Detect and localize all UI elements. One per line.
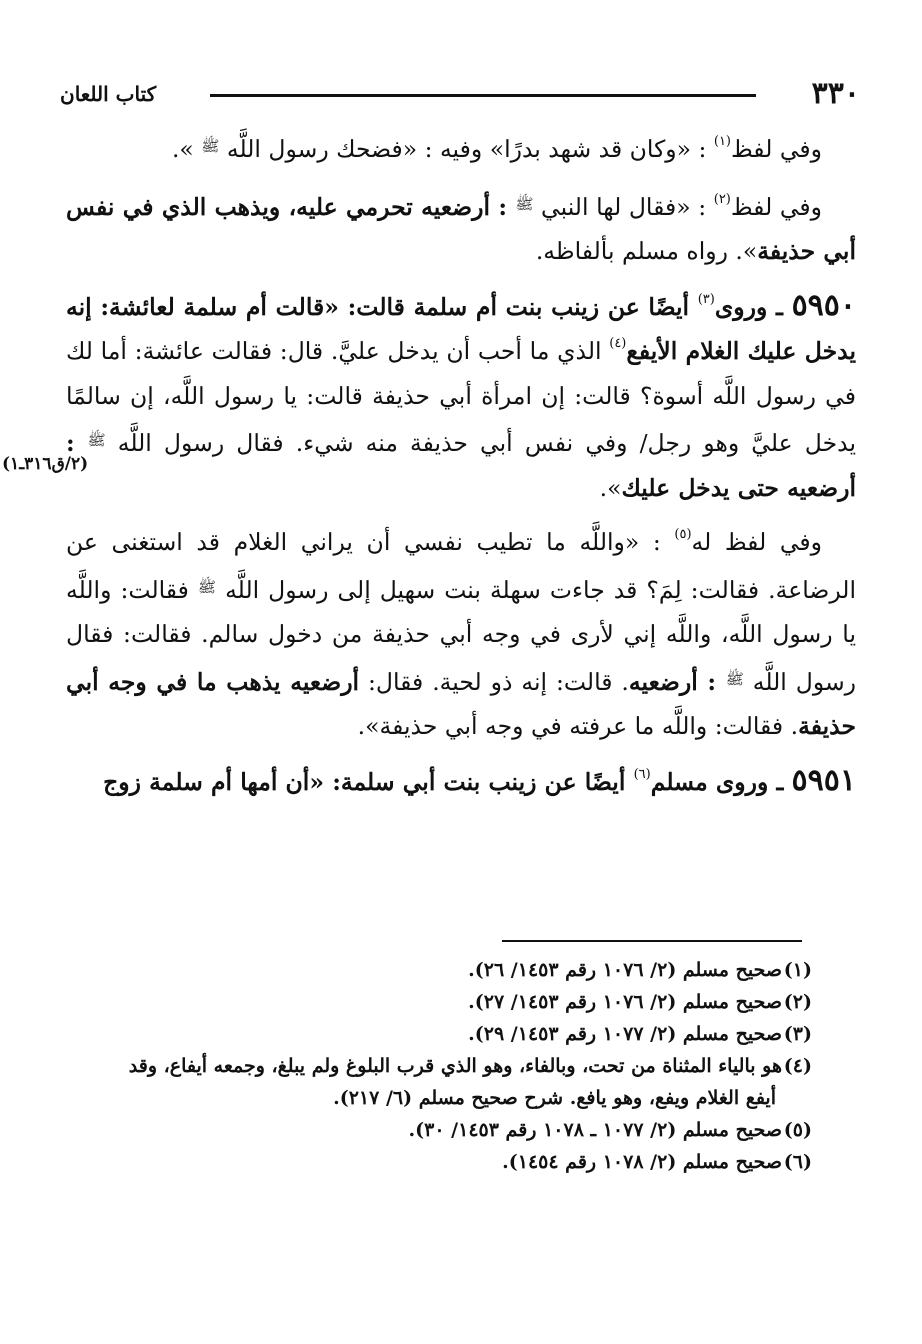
text-run: ـ وروى: [714, 292, 792, 321]
footnote-4: [76, 1050, 812, 1082]
footnote-ref: (١): [713, 134, 731, 149]
paragraph-2: [66, 182, 856, 274]
honorific-glyph: ﷺ: [87, 431, 106, 449]
hadith-number: ٥٩٥٠: [791, 287, 857, 323]
footnote-number: (٦): [783, 1151, 812, 1173]
footnote-number: (١): [783, 959, 812, 981]
footnote-5: [76, 1114, 812, 1146]
text-run: ». رواه مسلم بألفاظه.: [535, 237, 758, 265]
footnote-text: صحيح مسلم (٢/ ١٠٧٧ ـ ١٠٧٨ رقم ١٤٥٣/ ٣٠).: [408, 1119, 782, 1141]
hadith-5951: [66, 759, 856, 805]
marginal-manuscript-reference: (٢/ق٣١٦ـ١): [2, 454, 89, 474]
main-text: [66, 124, 856, 814]
footnote-2: [76, 986, 812, 1018]
footnote-6: [76, 1146, 812, 1178]
text-run: : «وكان قد شهد بدرًا» وفيه : «فضحك رسول اللَّه: [219, 135, 714, 163]
book-title: كتاب اللعان: [60, 82, 157, 106]
footnote-text: صحيح مسلم (٢/ ١٠٧٦ رقم ١٤٥٣/ ٢٦).: [468, 959, 782, 981]
footnote-ref: (٥): [674, 527, 692, 542]
footnote-ref: (٣): [697, 291, 715, 307]
text-run: : «فقال لها النبي: [533, 192, 714, 221]
text-run: ».: [599, 473, 622, 502]
honorific-glyph: ﷺ: [197, 577, 217, 596]
page-number: ٣٣٠: [811, 76, 860, 111]
page-header: [60, 74, 860, 114]
footnote-3: [76, 1018, 812, 1050]
bold-text-run: : أرضعيه تحرمي عليه، ويذهب الذي في نفس أبي حذيفة: [66, 192, 856, 265]
bold-text-run: : أرضعيه: [628, 667, 726, 696]
hadith-number: ٥٩٥١: [791, 762, 856, 798]
footnote-number: (٢): [783, 991, 812, 1013]
footnote-4-continuation: أيفع الغلام ويفع، وهو يافع. شرح صحيح مسلم (٦/ ٢١٧).: [333, 1087, 776, 1109]
footnote-1: [76, 954, 812, 986]
text-run: أيضًا عن زينب بنت أبي سلمة: «أن أمها أم سلمة زوج: [103, 767, 634, 796]
text-run: وفي لفظ: [731, 135, 822, 163]
text-run: ».: [171, 135, 202, 163]
footnote-text: صحيح مسلم (٢/ ١٠٧٧ رقم ١٤٥٣/ ٢٩).: [468, 1023, 782, 1045]
footnote-number: (٥): [783, 1119, 812, 1141]
honorific-glyph: ﷺ: [515, 194, 534, 213]
text-run: الذي ما أحب أن يدخل عليَّ. قال: فقالت عائشة: أما لك في رسول اللَّه أسوة؟ قالت: إن امرأة أبي حذيفة قالت: يا رسول اللَّه، إن سالمًا يدخل عليَّ وهو رجل/ وفي نفس أبي حذيفة منه شيء. فقال رسول اللَّه: [66, 337, 856, 457]
footnote-text: صحيح مسلم (٢/ ١٠٧٨ رقم ١٤٥٤).: [502, 1151, 782, 1173]
text-run: وفي لفظ: [730, 192, 823, 221]
hadith-5950: [66, 284, 856, 511]
paragraph-4: [66, 520, 856, 749]
footnote-text: صحيح مسلم (٢/ ١٠٧٦ رقم ١٤٥٣/ ٢٧).: [468, 991, 782, 1013]
footnote-ref: (٤): [609, 336, 627, 351]
text-run: وفي لفظ له: [691, 528, 822, 556]
footnote-ref: (٢): [713, 191, 731, 207]
bold-text-run: أرضعيه يذهب ما في وجه أبي حذيفة: [66, 667, 856, 740]
footnote-number: (٤): [783, 1055, 812, 1077]
text-run: أيضًا عن زينب بنت أم سلمة قالت: «قالت أم سلمة لعائشة: إنه يدخل عليك الغلام الأيفع: [66, 292, 856, 365]
paragraph-1: [66, 124, 856, 172]
bold-text-run: : أرضعيه حتى يدخل عليك: [66, 429, 856, 502]
footnote-separator: [502, 940, 802, 942]
text-run: ـ وروى مسلم: [650, 767, 792, 796]
honorific-glyph: ﷺ: [725, 669, 744, 688]
honorific-glyph: ﷺ: [201, 137, 220, 155]
footnote-ref: (٦): [633, 766, 651, 782]
header-rule: [210, 94, 756, 97]
text-run: . قالت: إنه ذو لحية. فقال:: [359, 667, 629, 696]
footnotes: [76, 954, 812, 1178]
text-run: . فقالت: واللَّه ما عرفته في وجه أبي حذيفة».: [357, 712, 799, 740]
footnote-number: (٣): [783, 1023, 812, 1045]
footnote-text: هو بالياء المثناة من تحت، وبالفاء، وهو الذي قرب البلوغ ولم يبلغ، وجمعه أيفاع، وقد: [128, 1055, 782, 1077]
text-run: : «واللَّه ما تطيب نفسي أن يراني الغلام قد استغنى عن الرضاعة. فقالت: لِمَ؟ قد جاءت سهلة بنت سهيل إلى رسول اللَّه: [66, 528, 856, 604]
text-run: فقالت: واللَّه يا رسول اللَّه، واللَّه إني لأرى في وجه أبي حذيفة من دخول سالم. فقالت: فقال رسول اللَّه: [66, 575, 856, 696]
